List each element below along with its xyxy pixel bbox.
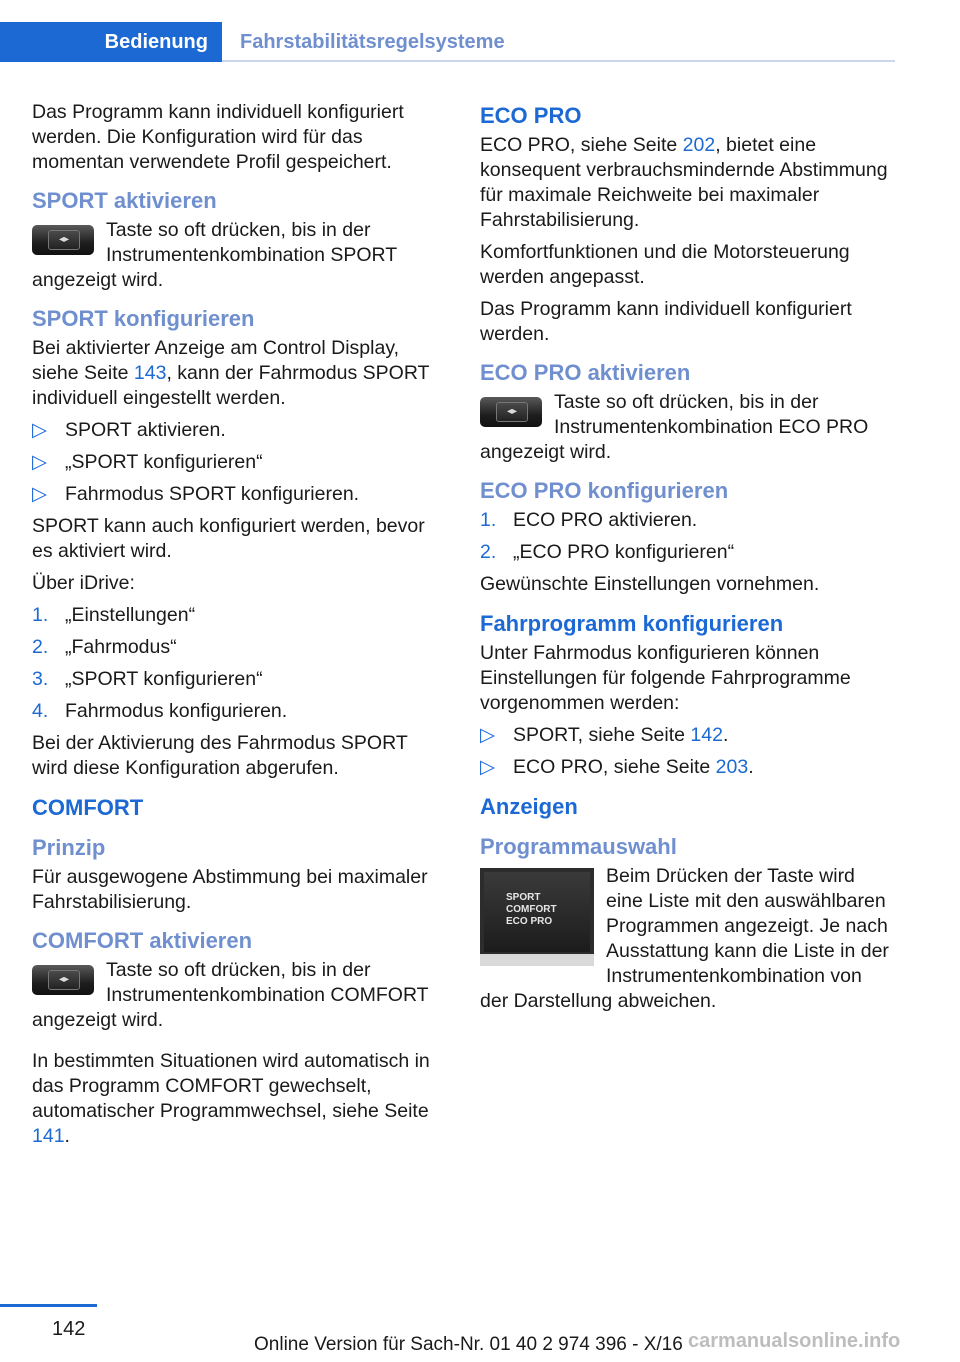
left-column [32,100,444,1156]
list-item [32,667,444,692]
list-item-text-end: . [748,756,754,778]
display-bezel [480,954,594,966]
selection-paragraph [480,864,892,1014]
section-tab[interactable]: Fahrstabilitätsregelsysteme [240,31,505,53]
idrive-steps-list [32,603,444,724]
page-link-142[interactable]: 142 [690,724,723,746]
eco-config-heading: ECO PRO konfigurieren [480,478,729,503]
bullet-icon: ▷ [32,483,47,505]
bullet-icon: ▷ [480,756,495,778]
list-item [32,699,444,724]
selection-text: Beim Drücken der Taste wird eine Liste mit den auswählbaren Programmen angezeigt. Je nach Ausstattung kann die Liste in der Instrumentenkombination von der Darstellung abweichen. [480,865,889,1012]
bullet-icon: ▷ [32,419,47,441]
page-header [0,22,895,62]
comfort-activate-text: Taste so oft drücken, bis in der Instrumentenkombination COMFORT angezeigt wird. [32,959,429,1031]
list-item [32,482,444,507]
eco-config-note: Das Programm kann individuell konfiguriert werden. [480,298,852,345]
eco-activate-heading: ECO PRO aktivieren [480,360,691,385]
list-item-text: Fahrmodus SPORT konfigurieren. [65,483,360,505]
page-link-202[interactable]: 202 [682,134,716,156]
list-item-text: Fahrmodus konfigurieren. [65,700,288,722]
list-item [480,508,892,533]
eco-settings-text: Gewünschte Einstellungen vornehmen. [480,573,820,595]
list-item-text: „Fahrmodus“ [65,636,177,658]
header-divider [222,60,895,62]
eco-pro-text: ECO PRO, siehe Seite [480,134,683,156]
driving-mode-button-icon: ◂▸ [32,225,94,255]
page-link-143[interactable]: 143 [133,362,167,384]
step-number: 2. [32,636,49,658]
list-item-text-end: . [722,724,729,746]
comfort-activate-paragraph [32,958,444,1033]
sport-config-heading: SPORT konfigurieren [32,306,255,331]
page-link-141[interactable]: 141 [32,1125,65,1147]
list-item [32,418,444,443]
sport-note: SPORT kann auch konfiguriert werden, bevor es aktiviert wird. [32,515,425,562]
eco-pro-heading: ECO PRO [480,103,582,128]
footer-divider [0,1304,97,1307]
eco-steps-list [480,508,892,565]
prog-config-list [480,723,892,780]
sport-activate-heading: SPORT aktivieren [32,188,217,213]
eco-activate-text: Taste so oft drücken, bis in der Instrumentenkombination ECO PRO angezeigt wird. [480,391,869,463]
bullet-icon: ▷ [480,724,495,746]
list-item [480,540,892,565]
comfort-auto-text-end: . [64,1125,70,1147]
sport-config-text: Bei aktivierter Anzeige am Control Display, siehe Seite [32,337,400,384]
chapter-tab[interactable]: Bedienung [0,22,222,62]
list-item [480,723,892,748]
idrive-label: Über iDrive: [32,572,135,594]
comfort-activate-heading: COMFORT aktivieren [32,928,253,953]
list-item-text: „ECO PRO konfigurieren“ [513,541,735,563]
comfort-heading: COMFORT [32,795,144,820]
principle-heading: Prinzip [32,835,106,860]
sport-activate-paragraph [32,218,444,293]
step-number: 2. [480,541,497,563]
list-item [32,603,444,628]
comfort-auto-paragraph [32,1049,444,1149]
eco-activate-paragraph [480,390,892,465]
eco-pro-text-end: , bietet eine konsequent verbrauchsmindernde Abstimmung für maximale Reichweite bei maximaler Fahrstabilisierung. [480,134,888,231]
principle-text: Für ausgewogene Abstimmung bei maximaler Fahrstabilisierung. [32,866,428,913]
screen-line-sport: SPORT [506,892,541,903]
page-number: 142 [52,1318,86,1340]
step-number: 4. [32,700,49,722]
screen-line-comfort: COMFORT [506,904,557,915]
online-version-text: Online Version für Sach-Nr. 01 40 2 974 396 - X/16 [254,1334,683,1355]
list-item [32,635,444,660]
screen-line-eco-pro: ECO PRO [506,916,553,927]
list-item-text: „Einstellungen“ [65,604,196,626]
right-column [480,102,892,1021]
step-number: 3. [32,668,49,690]
prog-config-heading: Fahrprogramm konfigurieren [480,611,784,636]
display-heading: Anzeigen [480,794,578,819]
bullet-icon: ▷ [32,451,47,473]
sport-config-text-end: , kann der Fahrmodus SPORT individuell eingestellt werden. [32,362,430,409]
sport-steps-list [32,418,444,507]
eco-pro-paragraph [480,133,892,233]
driving-mode-button-icon: ◂▸ [32,965,94,995]
list-item [480,755,892,780]
list-item-text: SPORT aktivieren. [65,419,226,441]
sport-config-paragraph [32,336,444,411]
program-list-display-image [480,868,594,966]
step-number: 1. [480,509,497,531]
step-number: 1. [32,604,49,626]
display-screen [484,872,590,952]
sport-activate-text: Taste so oft drücken, bis in der Instrumentenkombination SPORT angezeigt wird. [32,219,397,291]
prog-config-text: Unter Fahrmodus konfigurieren können Einstellungen für folgende Fahrprogramme vorgenommen werden: [480,642,851,714]
sport-recall-text: Bei der Aktivierung des Fahrmodus SPORT wird diese Konfiguration abgerufen. [32,732,408,779]
list-item-text: ECO PRO, siehe Seite [513,756,716,778]
list-item-text: „SPORT konfigurieren“ [65,668,263,690]
intro-text: Das Programm kann individuell konfiguriert werden. Die Konfiguration wird für das momentan verwendete Profil gespeichert. [32,101,404,173]
comfort-auto-text: In bestimmten Situationen wird automatisch in das Programm COMFORT gewechselt, automatischer Programmwechsel, siehe Seite [32,1050,430,1122]
list-item-text: „SPORT konfigurieren“ [65,451,263,473]
driving-mode-button-icon: ◂▸ [480,397,542,427]
list-item-text: SPORT, siehe Seite [513,724,691,746]
list-item-text: ECO PRO aktivieren. [513,509,698,531]
selection-heading: Programmauswahl [480,834,677,859]
page-link-203[interactable]: 203 [715,756,749,778]
watermark-text: carmanualsonline.info [688,1330,901,1352]
list-item [32,450,444,475]
eco-comfort-text: Komfortfunktionen und die Motorsteuerung werden angepasst. [480,241,850,288]
